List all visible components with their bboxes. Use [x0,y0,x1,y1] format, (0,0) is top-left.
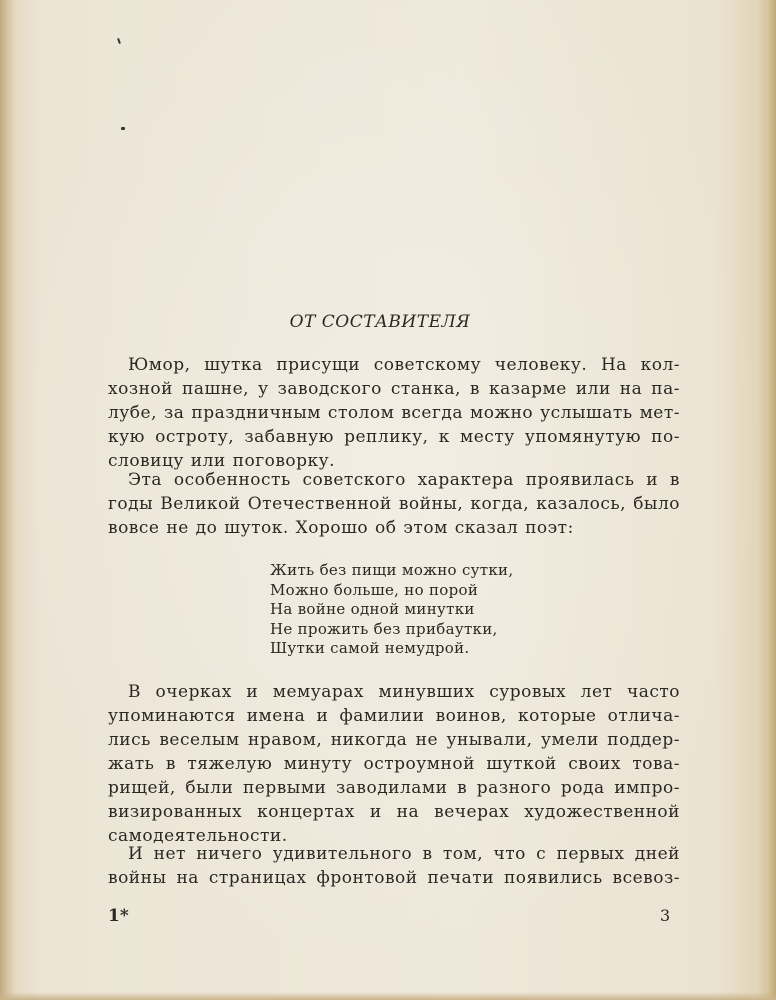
poem-line: Можно больше, но порой [270,580,479,599]
page-number: 3 [660,906,671,925]
page-right-edge-shadow [758,0,776,1000]
poem-line: Не прожить без прибаутки, [270,619,498,638]
paragraph-3 [108,680,680,848]
poem-quote [270,561,513,659]
text-line: Эта особенность советского характера проявилась и в [128,470,680,490]
poem-line: На войне одной минутки [270,600,475,618]
paragraph-4 [108,842,680,890]
text-line: рищей, были первыми заводилами в разного рода импро- [108,778,680,798]
text-line: кую остроту, забавную реплику, к месту упомянутую по- [108,427,680,447]
text-line: Юмор, шутка присущи советскому человеку. На кол- [128,355,680,375]
text-line: лись веселым нравом, никогда не унывали, умели поддер- [108,730,680,750]
text-line: жать в тяжелую минуту остроумной шуткой своих това- [108,754,680,774]
text-line: словицу или поговорку. [108,451,336,471]
printer-signature-mark: 1* [108,906,129,926]
text-line: В очерках и мемуарах минувших суровых лет часто [128,682,680,702]
page-bottom-edge-shadow [0,992,776,1000]
text-line: вовсе не до шуток. Хорошо об этом сказал поэт: [108,518,574,538]
paragraph-1 [108,353,680,473]
text-line: И нет ничего удивительного в том, что с первых дней [128,844,680,864]
poem-line: Жить без пищи можно сутки, [270,561,514,579]
text-line: визированных концертах и на вечерах художественной [108,802,680,822]
text-line: годы Великой Отечественной войны, когда, казалось, было [108,494,680,514]
text-line: лубе, за праздничным столом всегда можно услышать мет- [108,403,680,423]
text-line: хозной пашне, у заводского станка, в казарме или на па- [108,379,680,399]
section-heading: ОТ СОСТАВИТЕЛЯ [289,312,471,332]
text-line: самодеятельности. [108,826,288,846]
ink-speck [117,38,121,44]
paragraph-2 [108,468,680,540]
poem-line: Шутки самой немудрой. [270,639,470,657]
page-left-edge-shadow [0,0,14,1000]
ink-speck [121,127,125,130]
text-line: войны на страницах фронтовой печати появились всевоз- [108,868,680,888]
text-line: упоминаются имена и фамилии воинов, которые отлича- [108,706,680,726]
